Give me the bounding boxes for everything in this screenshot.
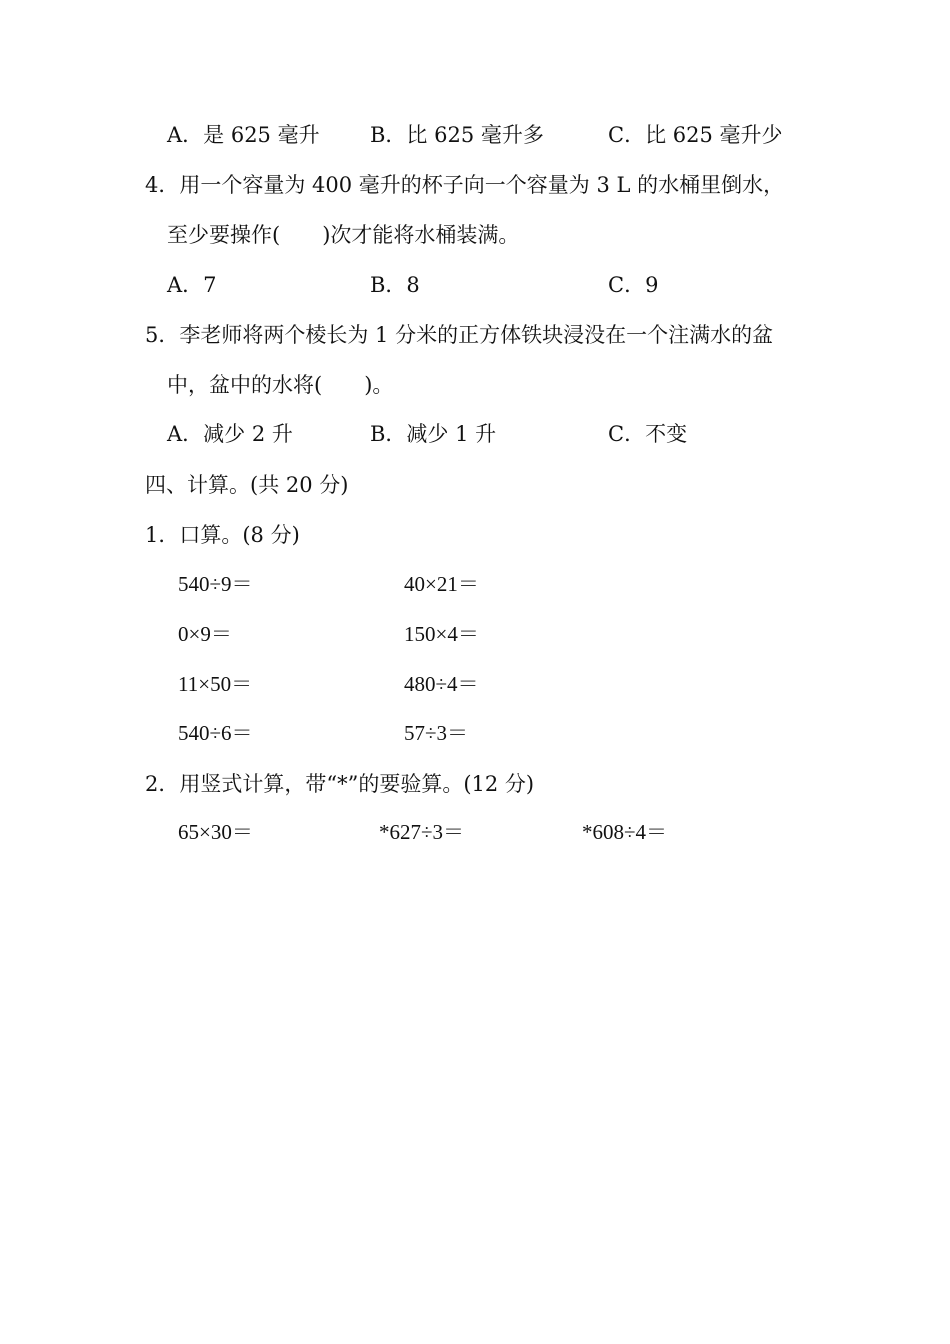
q4-option-b: B．8 [370,273,420,297]
part-1-title: 1．口算。(8 分) [145,523,300,547]
vertical-calc-item: 65×30＝ [178,820,253,844]
vertical-calc-item: *608÷4＝ [582,820,668,844]
q3-option-a: A．是 625 毫升 [167,123,320,147]
q4-option-a: A．7 [167,273,217,297]
q4-text-line1: 4．用一个容量为 400 毫升的杯子向一个容量为 3 L 的水桶里倒水， [145,173,785,197]
oral-calc-item: 540÷9＝ [178,572,253,596]
oral-calc-item: 540÷6＝ [178,721,253,745]
q5-option-b: B．减少 1 升 [370,422,497,446]
part-2-title: 2．用竖式计算，带“*”的要验算。(12 分) [145,772,535,796]
q4-text-line2: 至少要操作( )次才能将水桶装满。 [167,223,520,247]
q3-option-b: B．比 625 毫升多 [370,123,544,147]
oral-calc-item: 57÷3＝ [404,721,469,745]
vertical-calc-item: *627÷3＝ [379,820,465,844]
q5-text-line2: 中，盆中的水将( )。 [167,373,394,397]
oral-calc-item: 150×4＝ [404,622,479,646]
q5-option-c: C．不变 [608,422,688,446]
q3-option-c: C．比 625 毫升少 [608,123,783,147]
oral-calc-item: 11×50＝ [178,672,253,696]
oral-calc-item: 480÷4＝ [404,672,479,696]
oral-calc-item: 0×9＝ [178,622,232,646]
q4-option-c: C．9 [608,273,659,297]
section-4-title: 四、计算。(共 20 分) [145,473,349,497]
q5-option-a: A．减少 2 升 [167,422,293,446]
q5-text-line1: 5．李老师将两个棱长为 1 分米的正方体铁块浸没在一个注满水的盆 [145,323,774,347]
oral-calc-item: 40×21＝ [404,572,479,596]
